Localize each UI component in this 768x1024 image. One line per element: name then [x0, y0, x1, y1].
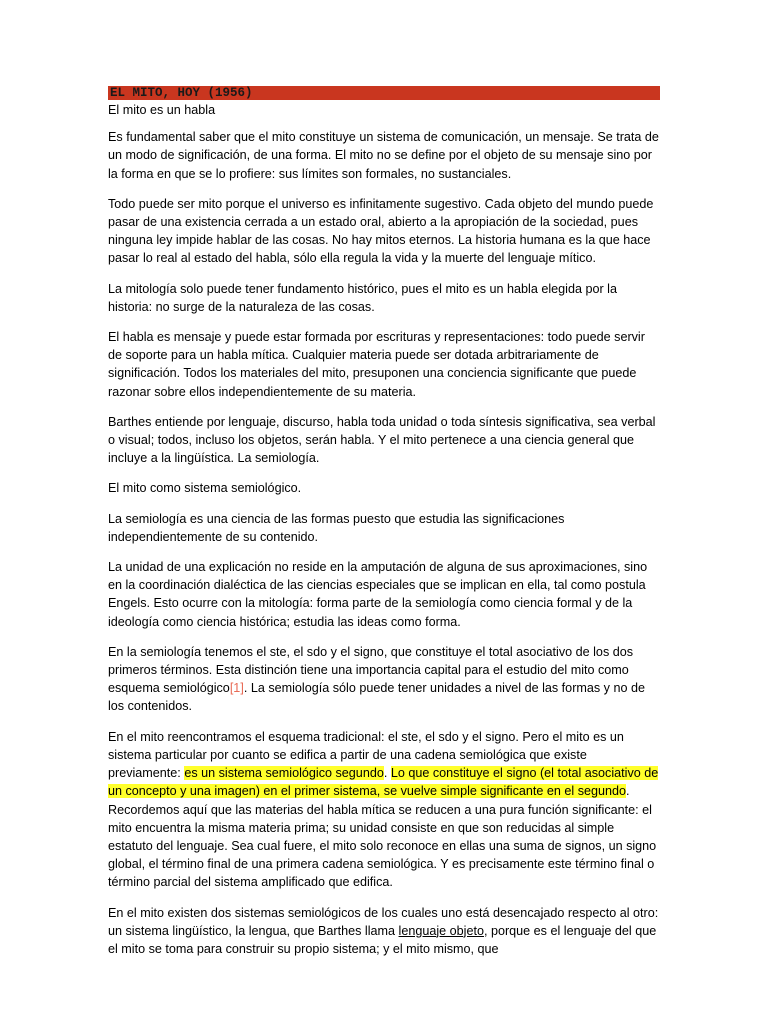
paragraph-3: La mitología solo puede tener fundamento histórico, pues el mito es un habla elegida por la historia: no surge de la naturaleza de las cosas. — [108, 281, 617, 314]
section-heading: EL MITO, HOY (1956) — [108, 86, 660, 100]
highlight-1: es un sistema semiológico segundo — [184, 766, 384, 781]
paragraph-10 — [108, 728, 660, 892]
footnote-ref-link[interactable]: [1] — [229, 681, 244, 696]
paragraph-10-text: En el mito reencontramos el esquema tradicional: el ste, el sdo y el signo. Pero el mito es un sistema particular por cuanto se edifica a partir de una cadena semiológica que existe previamente: — [108, 729, 624, 781]
paragraph-2: Todo puede ser mito porque el universo es infinitamente sugestivo. Cada objeto del mundo puede pasar de una existencia cerrada a un estado oral, abierto a la apropiación de la sociedad, pues ninguna ley impide hablar de las cosas. No hay mitos eternos. La historia humana es la que hace pasar lo real al estado del habla, sólo ella regula la vida y la muerte del lenguaje mítico. — [108, 196, 654, 266]
paragraph-9-text-end: . La semiología sólo puede tener unidades a nivel de las formas y no de los contenidos. — [108, 681, 645, 714]
underlined-term: lenguaje objeto — [398, 923, 484, 938]
paragraph-7: La semiología es una ciencia de las formas puesto que estudia las significaciones independientemente de su contenido. — [108, 511, 565, 544]
paragraph-10-text-end: . Recordemos aquí que las materias del habla mítica se reducen a una pura función significante: el mito encuentra la misma materia prima; su unidad consiste en que son reducidas al simple estatuto del lenguaje. Sea cual fuere, el mito solo reconoce en ellas una suma de signos, un signo global, el término final de una primera cadena semiológica. Y es precisamente este término final o término parcial del sistema amplificado que edifica. — [108, 784, 657, 890]
paragraph-10-sep: . — [383, 766, 391, 781]
paragraph-5: Barthes entiende por lenguaje, discurso, habla toda unidad o toda síntesis significativa, sea verbal o visual; todos, incluso los objetos, serán habla. Y el mito pertenece a una ciencia general que incluye a la lingüística. La semiología. — [108, 414, 656, 466]
paragraph-1: Es fundamental saber que el mito constituye un sistema de comunicación, un mensaje. Se trata de un modo de significación, de una forma. El mito no se define por el objeto de su mensaje sino por la forma en que se lo profiere: sus límites son formales, no sustanciales. — [108, 130, 659, 181]
paragraph-8: La unidad de una explicación no reside en la amputación de alguna de sus aproximaciones, sino en la coordinación dialéctica de las ciencias especiales que se implican en ella, tal como postula Engels. Esto ocurre con la mitología: forma parte de la semiología como ciencia formal y de la ideología como ciencia histórica; estudia las ideas como forma. — [108, 560, 648, 629]
paragraph-9 — [108, 643, 660, 716]
paragraph-11 — [108, 904, 660, 959]
paragraph-11-text-end: , porque es el lenguaje del que el mito se toma para construir su propio sistema; y el mito mismo, que — [108, 923, 657, 956]
subheading: El mito es un habla — [108, 103, 216, 117]
document-page — [108, 86, 660, 970]
paragraph-9-text: En la semiología tenemos el ste, el sdo y el signo, que constituye el total asociativo de los dos primeros términos. Esta distinción tiene una importancia capital para el estudio del mito como esquema semiológico — [108, 644, 634, 696]
highlight-2: Lo que constituye el signo (el total asociativo de un concepto y una imagen) en el primer sistema, se vuelve simple significante en el segundo — [108, 766, 659, 799]
paragraph-4: El habla es mensaje y puede estar formada por escrituras y representaciones: todo puede servir de soporte para un habla mítica. Cualquier materia puede ser dotada arbitrariamente de significación. Todos los materiales del mito, presuponen una conciencia significante que puede razonar sobre ellos independientemente de su materia. — [108, 330, 645, 399]
paragraph-6: El mito como sistema semiológico. — [108, 481, 302, 496]
paragraph-11-text: En el mito existen dos sistemas semiológicos de los cuales uno está desencajado respecto al otro: un sistema lingüístico, la lengua, que Barthes llama — [108, 905, 659, 938]
